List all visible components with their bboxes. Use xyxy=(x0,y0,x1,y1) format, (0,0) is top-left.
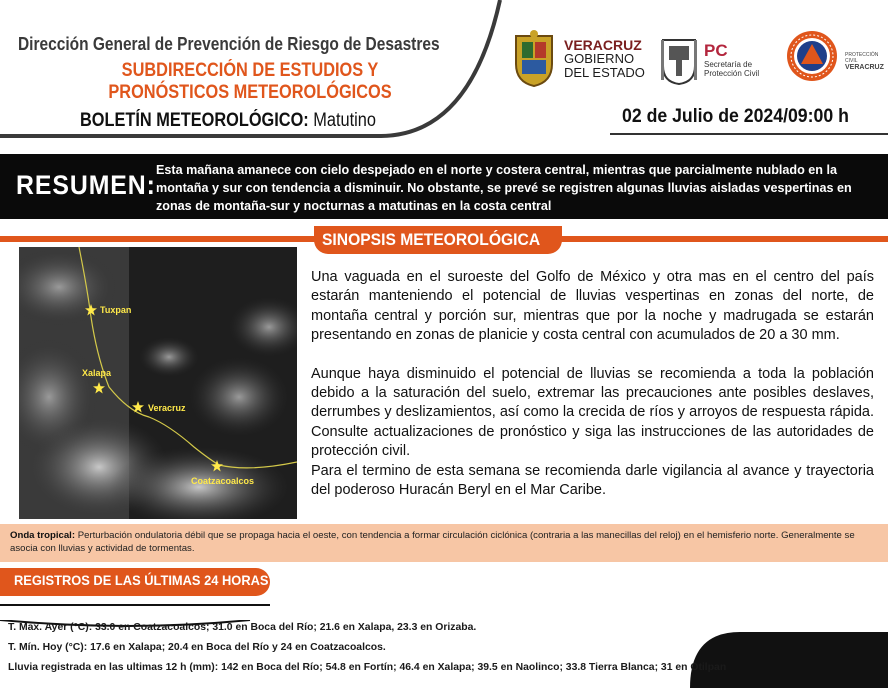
veracruz-line2: GOBIERNO xyxy=(564,51,635,66)
sinopsis-tab xyxy=(314,226,562,254)
bulletin-type: Matutino xyxy=(313,110,376,131)
registros-label: REGISTROS DE LAS ÚLTIMAS 24 HORAS xyxy=(14,572,269,588)
resumen-text: Esta mañana amanece con cielo despejado en el norte y costera central, mientras que parcialmente nublado en la montaña y sur con tendencia a disminuir. No obstante, se prevé se registren algunas lluvias aisladas vespertinas en zonas de montaña-sur y nocturnas a matutinas en la costa central xyxy=(156,163,852,213)
record-tmax: T. Max. Ayer (°C): 33.0 en Coatzacoalcos; 31.0 en Boca del Río; 21.6 en Xalapa, 23.3 en Orizaba. xyxy=(8,622,477,633)
pc-abbr: PC xyxy=(704,41,728,60)
veracruz-logo-text xyxy=(564,38,645,80)
pc-shield-icon xyxy=(660,36,698,86)
pcv-logo-text xyxy=(845,52,888,72)
bulletin-line xyxy=(80,110,376,132)
onda-label: Onda tropical: xyxy=(10,530,76,541)
bulletin-label: BOLETÍN METEOROLÓGICO: xyxy=(80,110,309,131)
registros-rule xyxy=(0,604,270,606)
pc-line2: Protección Civil xyxy=(704,69,760,78)
pcv-line2: VERACRUZ xyxy=(845,64,884,71)
resumen-label: RESUMEN: xyxy=(16,170,156,200)
synopsis-paragraph-3: Para el termino de esta semana se recomienda darle vigilancia al avance y trayectoria del poderoso Huracán Beryl en el Mar Caribe. xyxy=(311,462,874,499)
star-icon xyxy=(211,460,223,472)
city-label-xalapa: Xalapa xyxy=(82,368,112,378)
satellite-image xyxy=(19,247,297,519)
star-icon xyxy=(85,304,97,316)
pcv-line1: PROTECCIÓN CIVIL xyxy=(845,52,879,64)
synopsis-text xyxy=(311,268,874,500)
synopsis-paragraph-2: Aunque haya disminuido el potencial de lluvias se recomienda a toda la población debido a la saturación del suelo, extremar las precauciones ante posibles deslaves, derrumbes y deslizamientos, así como la crecida de ríos y arroyos de respuesta rápida. Consulte actualizaciones de pronóstico y siga las instrucciones de las autoridades de protección civil. xyxy=(311,365,874,460)
star-icon xyxy=(132,401,144,413)
bulletin-date: 02 de Julio de 2024/09:00 h xyxy=(622,106,849,127)
date-underline xyxy=(610,133,888,135)
header-title: Dirección General de Prevención de Riesgo de Desastres xyxy=(18,34,440,54)
city-label-coatzacoalcos: Coatzacoalcos xyxy=(191,476,255,486)
veracruz-line3: DEL ESTADO xyxy=(564,65,645,80)
header-subtitle: SUBDIRECCIÓN DE ESTUDIOS Y PRONÓSTICOS METEOROLÓGICOS xyxy=(108,60,392,103)
onda-text: Perturbación ondulatoria débil que se propaga hacia el oeste, con tendencia a formar circulación ciclónica (contraria a las manecillas del reloj) en el hemisferio norte. Generalmente se asocia con lluvias y actividad de tormentas. xyxy=(10,530,855,554)
records-list xyxy=(8,618,726,678)
veracruz-name: VERACRUZ xyxy=(564,37,642,53)
city-label-veracruz: Veracruz xyxy=(148,403,186,413)
sinopsis-label: SINOPSIS METEOROLÓGICA xyxy=(322,230,541,249)
veracruz-shield-icon xyxy=(512,30,556,88)
star-icon xyxy=(93,382,105,394)
record-tmin: T. Mín. Hoy (°C): 17.6 en Xalapa; 20.4 en Boca del Río y 24 en Coatzacoalcos. xyxy=(8,642,386,653)
pc-line1: Secretaría de xyxy=(704,60,753,69)
city-label-tuxpan: Tuxpan xyxy=(100,305,132,315)
synopsis-paragraph-1: Una vaguada en el suroeste del Golfo de México y otra mas en el centro del país estarán manteniendo el potencial de lluvias vespertinas en zonas del norte, de montaña central y porción sur, mientras que por la noche y madrugada se estarán presentando en zonas de planicie y costa central con acumulados de 20 a 30 mm. xyxy=(311,269,874,344)
satellite-map xyxy=(19,247,297,519)
proteccion-civil-veracruz-icon xyxy=(786,30,838,82)
pc-logo-text xyxy=(704,42,759,78)
record-lluvia: Lluvia registrada en las ultimas 12 h (mm): 142 en Boca del Río; 54.8 en Fortín; 46.4 en Xalapa; 39.5 en Naolinco; 33.8 Tierra Blanca; 31 en Otilpan xyxy=(8,662,727,673)
onda-tropical-box xyxy=(0,524,888,562)
